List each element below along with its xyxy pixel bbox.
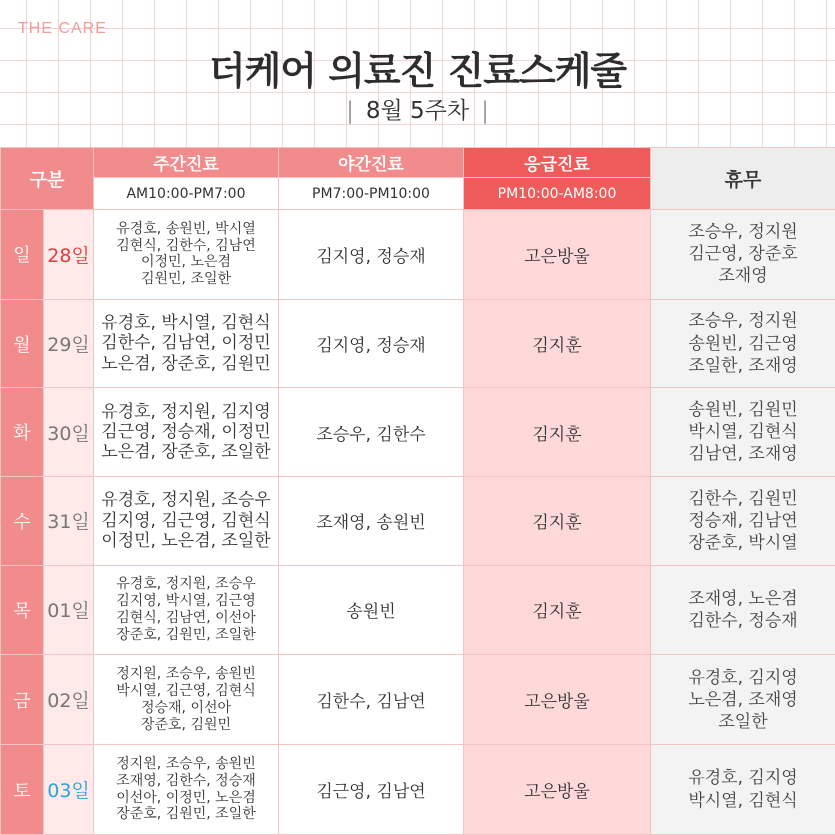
- day-clinic-cell: [94, 210, 279, 300]
- day-of-week: 수: [1, 476, 44, 565]
- doctor-names-line: 정승재, 이선아: [140, 699, 232, 716]
- doctor-names-line: 노은겸, 장준호, 조일한: [101, 442, 271, 463]
- time-emergency: PM10:00-AM8:00: [464, 178, 651, 210]
- date-cell: 01일: [44, 565, 94, 655]
- header-category: 구분: [1, 148, 94, 210]
- off-duty-cell: [651, 210, 835, 300]
- doctor-names-line: 유경호, 김지영: [688, 768, 798, 789]
- doctor-names-line: 조승우, 정지원: [688, 311, 798, 332]
- day-clinic-cell: [94, 565, 279, 655]
- doctor-names-line: 유경호, 송원빈, 박시열: [116, 220, 256, 237]
- doctor-names-line: 장준호, 김원민, 조일한: [116, 806, 256, 823]
- page-subtitle: [0, 92, 835, 125]
- doctor-names-line: 정지원, 조승우, 송원빈: [116, 666, 256, 683]
- night-clinic-cell: 김근영, 김남연: [279, 745, 464, 835]
- subtitle-text: 8월 5주차: [365, 98, 470, 124]
- night-clinic-cell: 김지영, 정승재: [279, 210, 464, 300]
- doctor-names-line: 박시열, 김현식: [688, 790, 798, 811]
- doctor-names-line: 유경호, 박시열, 김현식: [101, 313, 271, 333]
- off-duty-cell: [651, 745, 835, 835]
- time-day: AM10:00-PM7:00: [94, 178, 279, 210]
- date-cell: 02일: [44, 655, 94, 745]
- doctor-names-line: 조재영, 노은겸: [688, 588, 798, 609]
- doctor-names-line: 김한수, 김남연, 이정민: [101, 333, 271, 354]
- day-clinic-cell: [94, 299, 279, 388]
- time-night: PM7:00-PM10:00: [279, 178, 464, 210]
- doctor-names-line: 김한수, 정승재: [688, 610, 798, 631]
- emergency-clinic-cell: 고은방울: [464, 210, 651, 300]
- doctor-names-line: 박시열, 김현식: [688, 422, 798, 443]
- doctor-names-line: 조재영, 김한수, 정승재: [116, 772, 256, 789]
- header-row: [1, 148, 835, 178]
- day-clinic-cell: [94, 476, 279, 565]
- date-cell: 29일: [44, 299, 94, 388]
- schedule-row: [1, 299, 835, 388]
- emergency-clinic-cell: 김지훈: [464, 476, 651, 565]
- doctor-names-line: 김지영, 박시열, 김근영: [116, 593, 256, 610]
- emergency-clinic-cell: 김지훈: [464, 388, 651, 477]
- day-clinic-cell: [94, 388, 279, 477]
- day-of-week: 월: [1, 299, 44, 388]
- emergency-clinic-cell: 고은방울: [464, 745, 651, 835]
- day-of-week: 목: [1, 565, 44, 655]
- night-clinic-cell: 조승우, 김한수: [279, 388, 464, 477]
- subtitle-bar-right: |: [481, 98, 489, 124]
- schedule-row: [1, 476, 835, 565]
- date-cell: 30일: [44, 388, 94, 477]
- night-clinic-cell: 조재영, 송원빈: [279, 476, 464, 565]
- doctor-names-line: 김근영, 정승재, 이정민: [101, 421, 271, 442]
- doctor-names-line: 장준호, 박시열: [688, 532, 798, 553]
- schedule-row: [1, 565, 835, 655]
- doctor-names-line: 송원빈, 김원민: [688, 400, 798, 421]
- schedule-table: [0, 147, 835, 835]
- schedule-row: [1, 210, 835, 300]
- doctor-names-line: 조일한: [718, 711, 768, 732]
- date-cell: 28일: [44, 210, 94, 300]
- date-cell: 31일: [44, 476, 94, 565]
- doctor-names-line: 김현식, 김남연, 이선아: [116, 609, 256, 626]
- schedule-row: [1, 745, 835, 835]
- doctor-names-line: 김한수, 김원민: [688, 488, 798, 509]
- day-of-week: 토: [1, 745, 44, 835]
- doctor-names-line: 조일한, 조재영: [688, 355, 798, 376]
- day-of-week: 금: [1, 655, 44, 745]
- date-cell: 03일: [44, 745, 94, 835]
- doctor-names-line: 노은겸, 조재영: [688, 689, 798, 710]
- doctor-names-line: 이정민, 노은겸, 조일한: [101, 530, 271, 551]
- off-duty-cell: [651, 299, 835, 388]
- night-clinic-cell: 송원빈: [279, 565, 464, 655]
- subtitle-bar-left: |: [346, 98, 354, 124]
- night-clinic-cell: 김지영, 정승재: [279, 299, 464, 388]
- doctor-names-line: 노은겸, 장준호, 김원민: [101, 353, 271, 374]
- schedule-row: [1, 388, 835, 477]
- header-emergency-clinic: 응급진료: [464, 148, 651, 178]
- night-clinic-cell: 김한수, 김남연: [279, 655, 464, 745]
- brand-logo-text: THE CARE: [18, 20, 107, 37]
- doctor-names-line: 장준호, 김원민, 조일한: [116, 626, 256, 643]
- doctor-names-line: 유경호, 정지원, 조승우: [101, 490, 271, 511]
- doctor-names-line: 유경호, 김지영: [688, 667, 798, 688]
- off-duty-cell: [651, 388, 835, 477]
- doctor-names-line: 김지영, 김근영, 김현식: [101, 510, 271, 531]
- page-title: 더케어 의료진 진료스케줄: [208, 49, 627, 93]
- emergency-clinic-cell: 고은방울: [464, 655, 651, 745]
- off-duty-cell: [651, 655, 835, 745]
- doctor-names-line: 송원빈, 김근영: [688, 333, 798, 354]
- header-day-clinic: 주간진료: [94, 148, 279, 178]
- doctor-names-line: 이선아, 이정민, 노은겸: [116, 789, 256, 806]
- emergency-clinic-cell: 김지훈: [464, 565, 651, 655]
- doctor-names-line: 정지원, 조승우, 송원빈: [116, 755, 256, 772]
- doctor-names-line: 조재영: [718, 266, 768, 287]
- doctor-names-line: 장준호, 김원민: [140, 716, 232, 733]
- doctor-names-line: 김남연, 조재영: [688, 444, 798, 465]
- header-night-clinic: 야간진료: [279, 148, 464, 178]
- off-duty-cell: [651, 565, 835, 655]
- doctor-names-line: 유경호, 정지원, 조승우: [116, 576, 256, 593]
- day-of-week: 화: [1, 388, 44, 477]
- doctor-names-line: 김근영, 장준호: [688, 244, 798, 265]
- header-off-duty: 휴무: [651, 148, 835, 210]
- doctor-names-line: 김원민, 조일한: [140, 271, 232, 288]
- day-clinic-cell: [94, 745, 279, 835]
- doctor-names-line: 유경호, 정지원, 김지영: [101, 401, 271, 422]
- doctor-names-line: 이정민, 노은겸: [140, 254, 232, 271]
- doctor-names-line: 박시열, 김근영, 김현식: [116, 682, 256, 699]
- schedule-row: [1, 655, 835, 745]
- day-of-week: 일: [1, 210, 44, 300]
- emergency-clinic-cell: 김지훈: [464, 299, 651, 388]
- doctor-names-line: 김현식, 김한수, 김남연: [116, 237, 256, 254]
- day-clinic-cell: [94, 655, 279, 745]
- doctor-names-line: 정승재, 김남연: [688, 510, 798, 531]
- off-duty-cell: [651, 476, 835, 565]
- doctor-names-line: 조승우, 정지원: [688, 222, 798, 243]
